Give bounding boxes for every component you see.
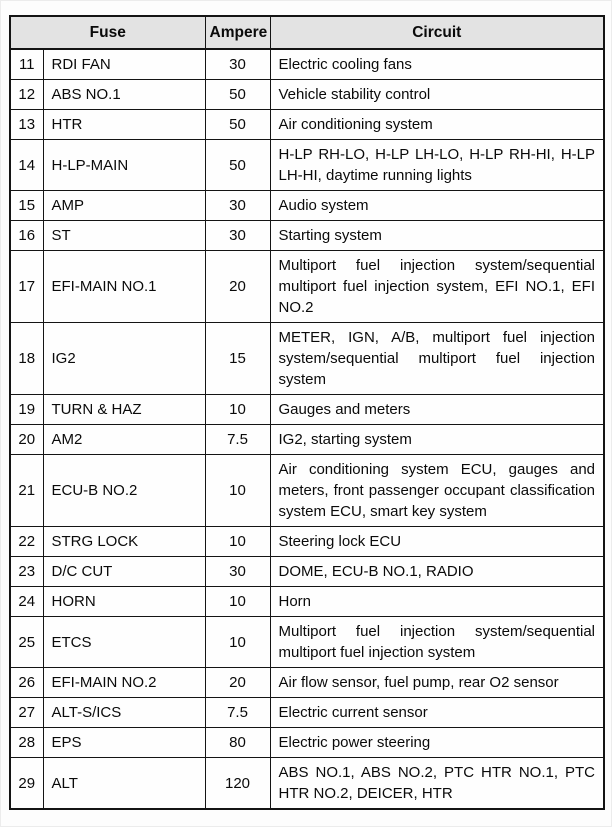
table-row bbox=[10, 617, 604, 668]
fuse-number: 13 bbox=[10, 110, 43, 140]
table-row bbox=[10, 221, 604, 251]
table-row bbox=[10, 587, 604, 617]
table-row bbox=[10, 527, 604, 557]
fuse-ampere: 10 bbox=[205, 617, 270, 668]
fuse-circuit: Starting system bbox=[270, 221, 604, 251]
fuse-circuit: METER, IGN, A/B, multiport fuel injection system/sequential multiport fuel injection system bbox=[270, 323, 604, 395]
fuse-name: EPS bbox=[43, 728, 205, 758]
fuse-ampere: 10 bbox=[205, 395, 270, 425]
fuse-circuit: IG2, starting system bbox=[270, 425, 604, 455]
fuse-circuit: Air conditioning system bbox=[270, 110, 604, 140]
fuse-table bbox=[9, 15, 605, 810]
fuse-name: H-LP-MAIN bbox=[43, 140, 205, 191]
fuse-name: EFI-MAIN NO.1 bbox=[43, 251, 205, 323]
table-header-row bbox=[10, 16, 604, 49]
fuse-name: AMP bbox=[43, 191, 205, 221]
fuse-number: 12 bbox=[10, 80, 43, 110]
table-row bbox=[10, 110, 604, 140]
table-row bbox=[10, 668, 604, 698]
table-row bbox=[10, 140, 604, 191]
header-ampere: Ampere bbox=[205, 16, 270, 49]
fuse-name: ALT bbox=[43, 758, 205, 810]
fuse-circuit: Horn bbox=[270, 587, 604, 617]
fuse-circuit: Vehicle stability control bbox=[270, 80, 604, 110]
fuse-number: 21 bbox=[10, 455, 43, 527]
fuse-circuit: Audio system bbox=[270, 191, 604, 221]
fuse-circuit: Multiport fuel injection system/sequential multiport fuel injection system, EFI NO.1, EFI NO.2 bbox=[270, 251, 604, 323]
fuse-ampere: 30 bbox=[205, 221, 270, 251]
table-row bbox=[10, 395, 604, 425]
fuse-ampere: 30 bbox=[205, 191, 270, 221]
table-row bbox=[10, 698, 604, 728]
fuse-ampere: 80 bbox=[205, 728, 270, 758]
fuse-circuit: Electric power steering bbox=[270, 728, 604, 758]
header-fuse: Fuse bbox=[10, 16, 205, 49]
fuse-name: HTR bbox=[43, 110, 205, 140]
fuse-number: 15 bbox=[10, 191, 43, 221]
fuse-number: 26 bbox=[10, 668, 43, 698]
fuse-circuit: Electric cooling fans bbox=[270, 49, 604, 80]
fuse-number: 19 bbox=[10, 395, 43, 425]
fuse-circuit: Electric current sensor bbox=[270, 698, 604, 728]
fuse-number: 17 bbox=[10, 251, 43, 323]
fuse-number: 28 bbox=[10, 728, 43, 758]
table-row bbox=[10, 251, 604, 323]
fuse-ampere: 7.5 bbox=[205, 698, 270, 728]
fuse-number: 16 bbox=[10, 221, 43, 251]
fuse-table-body bbox=[10, 49, 604, 809]
fuse-ampere: 15 bbox=[205, 323, 270, 395]
fuse-circuit: ABS NO.1, ABS NO.2, PTC HTR NO.1, PTC HTR NO.2, DEICER, HTR bbox=[270, 758, 604, 810]
table-row bbox=[10, 758, 604, 810]
fuse-name: EFI-MAIN NO.2 bbox=[43, 668, 205, 698]
table-row bbox=[10, 455, 604, 527]
fuse-ampere: 120 bbox=[205, 758, 270, 810]
fuse-ampere: 30 bbox=[205, 49, 270, 80]
fuse-number: 11 bbox=[10, 49, 43, 80]
fuse-name: ETCS bbox=[43, 617, 205, 668]
fuse-name: ALT-S/ICS bbox=[43, 698, 205, 728]
fuse-number: 18 bbox=[10, 323, 43, 395]
table-row bbox=[10, 191, 604, 221]
fuse-name: D/C CUT bbox=[43, 557, 205, 587]
fuse-name: RDI FAN bbox=[43, 49, 205, 80]
fuse-number: 14 bbox=[10, 140, 43, 191]
fuse-number: 23 bbox=[10, 557, 43, 587]
fuse-circuit: Air flow sensor, fuel pump, rear O2 sensor bbox=[270, 668, 604, 698]
fuse-circuit: DOME, ECU-B NO.1, RADIO bbox=[270, 557, 604, 587]
table-row bbox=[10, 557, 604, 587]
table-row bbox=[10, 425, 604, 455]
fuse-name: ST bbox=[43, 221, 205, 251]
fuse-name: ABS NO.1 bbox=[43, 80, 205, 110]
fuse-circuit: H-LP RH-LO, H-LP LH-LO, H-LP RH-HI, H-LP LH-HI, daytime running lights bbox=[270, 140, 604, 191]
fuse-circuit: Air conditioning system ECU, gauges and meters, front passenger occupant classification system ECU, smart key system bbox=[270, 455, 604, 527]
fuse-name: STRG LOCK bbox=[43, 527, 205, 557]
fuse-name: HORN bbox=[43, 587, 205, 617]
fuse-number: 20 bbox=[10, 425, 43, 455]
fuse-circuit: Multiport fuel injection system/sequential multiport fuel injection system bbox=[270, 617, 604, 668]
table-row bbox=[10, 728, 604, 758]
fuse-ampere: 50 bbox=[205, 140, 270, 191]
fuse-number: 25 bbox=[10, 617, 43, 668]
table-row bbox=[10, 80, 604, 110]
fuse-ampere: 50 bbox=[205, 80, 270, 110]
fuse-circuit: Gauges and meters bbox=[270, 395, 604, 425]
fuse-circuit: Steering lock ECU bbox=[270, 527, 604, 557]
table-row bbox=[10, 49, 604, 80]
fuse-name: AM2 bbox=[43, 425, 205, 455]
fuse-ampere: 50 bbox=[205, 110, 270, 140]
fuse-number: 22 bbox=[10, 527, 43, 557]
fuse-ampere: 7.5 bbox=[205, 425, 270, 455]
fuse-ampere: 30 bbox=[205, 557, 270, 587]
header-circuit: Circuit bbox=[270, 16, 604, 49]
fuse-ampere: 10 bbox=[205, 527, 270, 557]
fuse-ampere: 20 bbox=[205, 251, 270, 323]
fuse-number: 27 bbox=[10, 698, 43, 728]
fuse-ampere: 10 bbox=[205, 587, 270, 617]
fuse-name: ECU-B NO.2 bbox=[43, 455, 205, 527]
fuse-name: IG2 bbox=[43, 323, 205, 395]
fuse-name: TURN & HAZ bbox=[43, 395, 205, 425]
fuse-number: 24 bbox=[10, 587, 43, 617]
table-row bbox=[10, 323, 604, 395]
fuse-ampere: 20 bbox=[205, 668, 270, 698]
fuse-number: 29 bbox=[10, 758, 43, 810]
fuse-ampere: 10 bbox=[205, 455, 270, 527]
